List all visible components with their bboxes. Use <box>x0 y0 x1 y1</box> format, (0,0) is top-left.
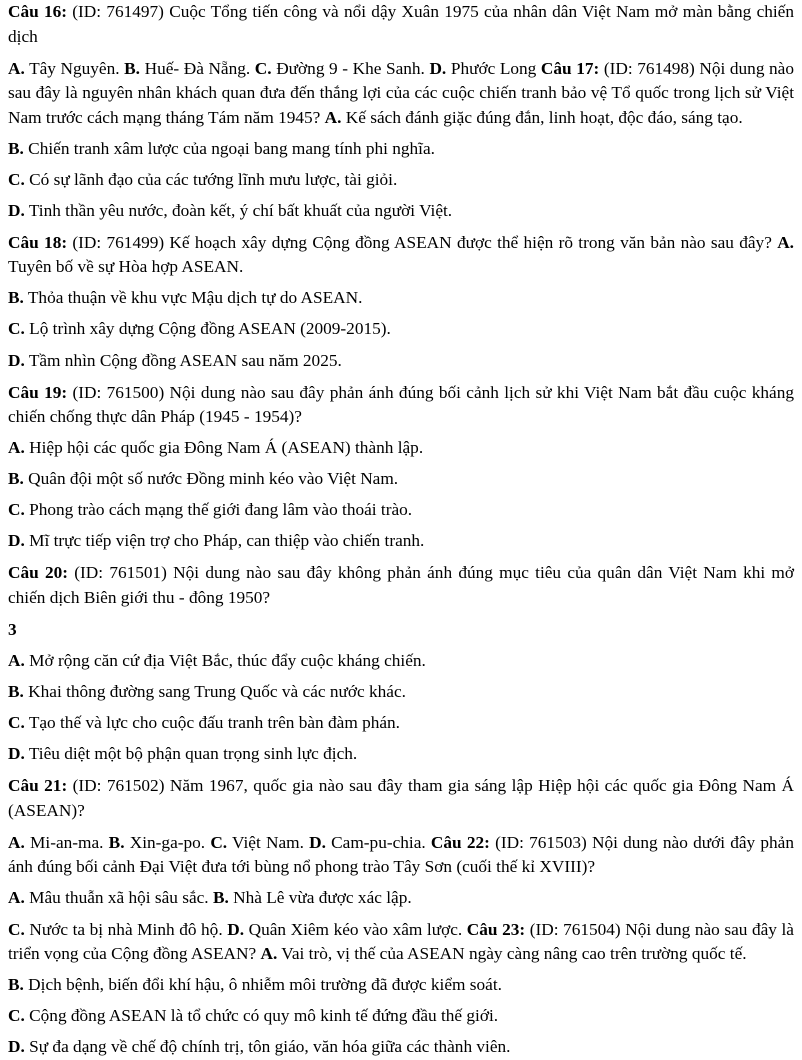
option-b: Quân đội một số nước Đồng minh kéo vào Việt Nam. <box>23 469 399 489</box>
question-label: Câu 19: <box>8 382 68 402</box>
option-key: C. <box>8 1006 25 1026</box>
question-20-option-c <box>8 711 794 736</box>
question-20-option-a <box>8 649 794 674</box>
question-text: (ID: 761499) Kế hoạch xây dựng Cộng đồng ASEAN được thể hiện rõ trong văn bản nào sau đây? <box>67 232 778 252</box>
question-17-option-c <box>8 168 794 193</box>
option-key: C. <box>8 319 25 339</box>
option-key: A. <box>8 888 25 908</box>
option-key: A. <box>8 58 25 78</box>
page-number: 3 <box>8 619 17 639</box>
question-label: Câu 23: <box>466 919 526 939</box>
option-key: D. <box>8 200 25 220</box>
option-c: Lộ trình xây dựng Cộng đồng ASEAN (2009-2015). <box>24 319 391 339</box>
option-c: Nước ta bị nhà Minh đô hộ. <box>24 919 228 939</box>
option-c: Tạo thế và lực cho cuộc đấu tranh trên bàn đàm phán. <box>24 713 400 733</box>
question-17-option-d <box>8 199 794 224</box>
option-a: Kế sách đánh giặc đúng đắn, linh hoạt, độc đáo, sáng tạo. <box>341 107 743 127</box>
question-19-option-d <box>8 529 794 554</box>
option-d: Tiêu diệt một bộ phận quan trọng sinh lực địch. <box>24 744 358 764</box>
option-key: D. <box>8 744 25 764</box>
option-key: A. <box>324 107 342 127</box>
question-text: (ID: 761503) Nội dung nào dưới đây phản ánh đúng bối cảnh Đại Việt đưa tới bùng nổ phong trào Tây Sơn (cuối thế kỉ XVIII)? <box>8 832 794 877</box>
question-18-option-d <box>8 349 794 374</box>
question-21 <box>8 774 794 823</box>
option-d: Mĩ trực tiếp viện trợ cho Pháp, can thiệp vào chiến tranh. <box>24 531 425 551</box>
question-text: (ID: 761501) Nội dung nào sau đây không phản ánh đúng mục tiêu của quân dân Việt Nam khi mở chiến dịch Biên giới thu - đông 1950? <box>8 563 794 607</box>
option-key: B. <box>108 832 125 852</box>
option-b: Dịch bệnh, biến đổi khí hậu, ô nhiễm môi trường đã được kiểm soát. <box>23 975 502 995</box>
option-key: A. <box>260 944 278 963</box>
option-d: Cam-pu-chia. <box>325 832 431 852</box>
question-20 <box>8 561 794 610</box>
question-text: (ID: 761497) Cuộc Tổng tiến công và nổi dậy Xuân 1975 của nhân dân Việt Nam mở màn bằng chiến dịch <box>8 2 794 46</box>
option-key: B. <box>124 58 141 78</box>
option-a: Tây Nguyên. <box>24 58 125 78</box>
option-b: Nhà Lê vừa được xác lập. <box>228 888 412 908</box>
question-23-option-b <box>8 973 794 998</box>
option-key: D. <box>8 531 25 551</box>
question-18 <box>8 231 794 280</box>
option-key: D. <box>8 350 25 370</box>
option-key: A. <box>8 651 25 671</box>
option-b: Chiến tranh xâm lược của ngoại bang mang tính phi nghĩa. <box>23 138 435 158</box>
option-a: Hiệp hội các quốc gia Đông Nam Á (ASEAN) thành lập. <box>24 438 424 458</box>
option-key: C. <box>8 919 25 939</box>
option-a: Mi-an-ma. <box>24 832 109 852</box>
question-label: Câu 18: <box>8 232 68 252</box>
option-c: Cộng đồng ASEAN là tổ chức có quy mô kinh tế đứng đầu thế giới. <box>24 1006 499 1026</box>
option-key: D. <box>227 919 245 939</box>
question-20-option-b <box>8 680 794 705</box>
option-key: A. <box>8 438 25 458</box>
question-22-options-ab <box>8 886 794 911</box>
option-c: Đường 9 - Khe Sanh. <box>271 58 430 78</box>
question-text: (ID: 761504) Nội dung nào sau đây là triển vọng của Cộng đồng ASEAN? <box>8 919 794 963</box>
option-c: Có sự lãnh đạo của các tướng lĩnh mưu lược, tài giỏi. <box>24 169 398 189</box>
option-key: B. <box>8 138 24 158</box>
question-19-option-b <box>8 467 794 492</box>
question-23-option-c <box>8 1004 794 1029</box>
option-d: Tầm nhìn Cộng đồng ASEAN sau năm 2025. <box>24 350 342 370</box>
question-20-option-d <box>8 742 794 767</box>
question-17-option-b <box>8 137 794 162</box>
option-key: A. <box>8 832 25 852</box>
option-d: Phước Long <box>446 58 541 78</box>
question-22-options-cd <box>8 918 794 967</box>
option-d: Tinh thần yêu nước, đoàn kết, ý chí bất khuất của người Việt. <box>24 200 453 220</box>
question-text: (ID: 761498) Nội dung nào sau đây là nguyên nhân khách quan đưa đến thắng lợi của các cuộc chiến tranh bảo vệ Tổ quốc trong lịch sử Việt Nam trước cách mạng tháng Tám năm 1945? <box>8 58 794 127</box>
option-key: B. <box>212 888 229 908</box>
question-21-options <box>8 831 794 880</box>
option-key: C. <box>8 500 25 520</box>
option-d: Sự đa dạng về chế độ chính trị, tôn giáo, văn hóa giữa các thành viên. <box>24 1037 511 1057</box>
option-a: Tuyên bố về sự Hòa hợp ASEAN. <box>8 257 244 277</box>
question-18-option-b <box>8 286 794 311</box>
option-key: C. <box>210 832 228 852</box>
option-key: D. <box>429 58 447 78</box>
question-text: (ID: 761500) Nội dung nào sau đây phản ánh đúng bối cảnh lịch sử khi Việt Nam bắt đầu cuộc kháng chiến chống thực dân Pháp (1945 - 1954)? <box>8 382 794 427</box>
option-key: C. <box>8 713 25 733</box>
option-b: Khai thông đường sang Trung Quốc và các nước khác. <box>23 682 406 702</box>
question-16 <box>8 0 794 49</box>
question-16-options <box>8 57 794 131</box>
option-key: B. <box>8 288 24 308</box>
option-key: C. <box>254 58 272 78</box>
option-d: Quân Xiêm kéo vào xâm lược. <box>244 919 467 939</box>
option-key: C. <box>8 169 25 189</box>
question-label: Câu 22: <box>430 832 490 852</box>
option-a: Mâu thuẫn xã hội sâu sắc. <box>24 888 213 908</box>
option-b: Thỏa thuận về khu vực Mậu dịch tự do ASEAN. <box>23 288 363 308</box>
option-c: Phong trào cách mạng thế giới đang lâm vào thoái trào. <box>24 500 413 520</box>
question-label: Câu 20: <box>8 563 69 583</box>
option-key: B. <box>8 975 24 995</box>
question-text: (ID: 761502) Năm 1967, quốc gia nào sau đây tham gia sáng lập Hiệp hội các quốc gia Đông Nam Á (ASEAN)? <box>8 776 794 820</box>
option-a: Mở rộng căn cứ địa Việt Bắc, thúc đẩy cuộc kháng chiến. <box>24 651 426 671</box>
option-b: Xin-ga-po. <box>124 832 211 852</box>
question-label: Câu 16: <box>8 2 68 21</box>
option-key: D. <box>8 1037 25 1057</box>
option-key: A. <box>777 232 794 252</box>
option-c: Việt Nam. <box>227 832 310 852</box>
option-key: B. <box>8 469 24 489</box>
option-key: D. <box>309 832 326 852</box>
question-label: Câu 21: <box>8 776 68 796</box>
question-label: Câu 17: <box>540 58 600 78</box>
option-b: Huế- Đà Nẵng. <box>140 58 255 78</box>
option-key: B. <box>8 682 24 702</box>
question-18-option-c <box>8 317 794 342</box>
option-a: Vai trò, vị thế của ASEAN ngày càng nâng cao trên trường quốc tế. <box>277 944 747 963</box>
question-19-option-c <box>8 498 794 523</box>
question-19 <box>8 381 794 430</box>
question-19-option-a <box>8 436 794 461</box>
